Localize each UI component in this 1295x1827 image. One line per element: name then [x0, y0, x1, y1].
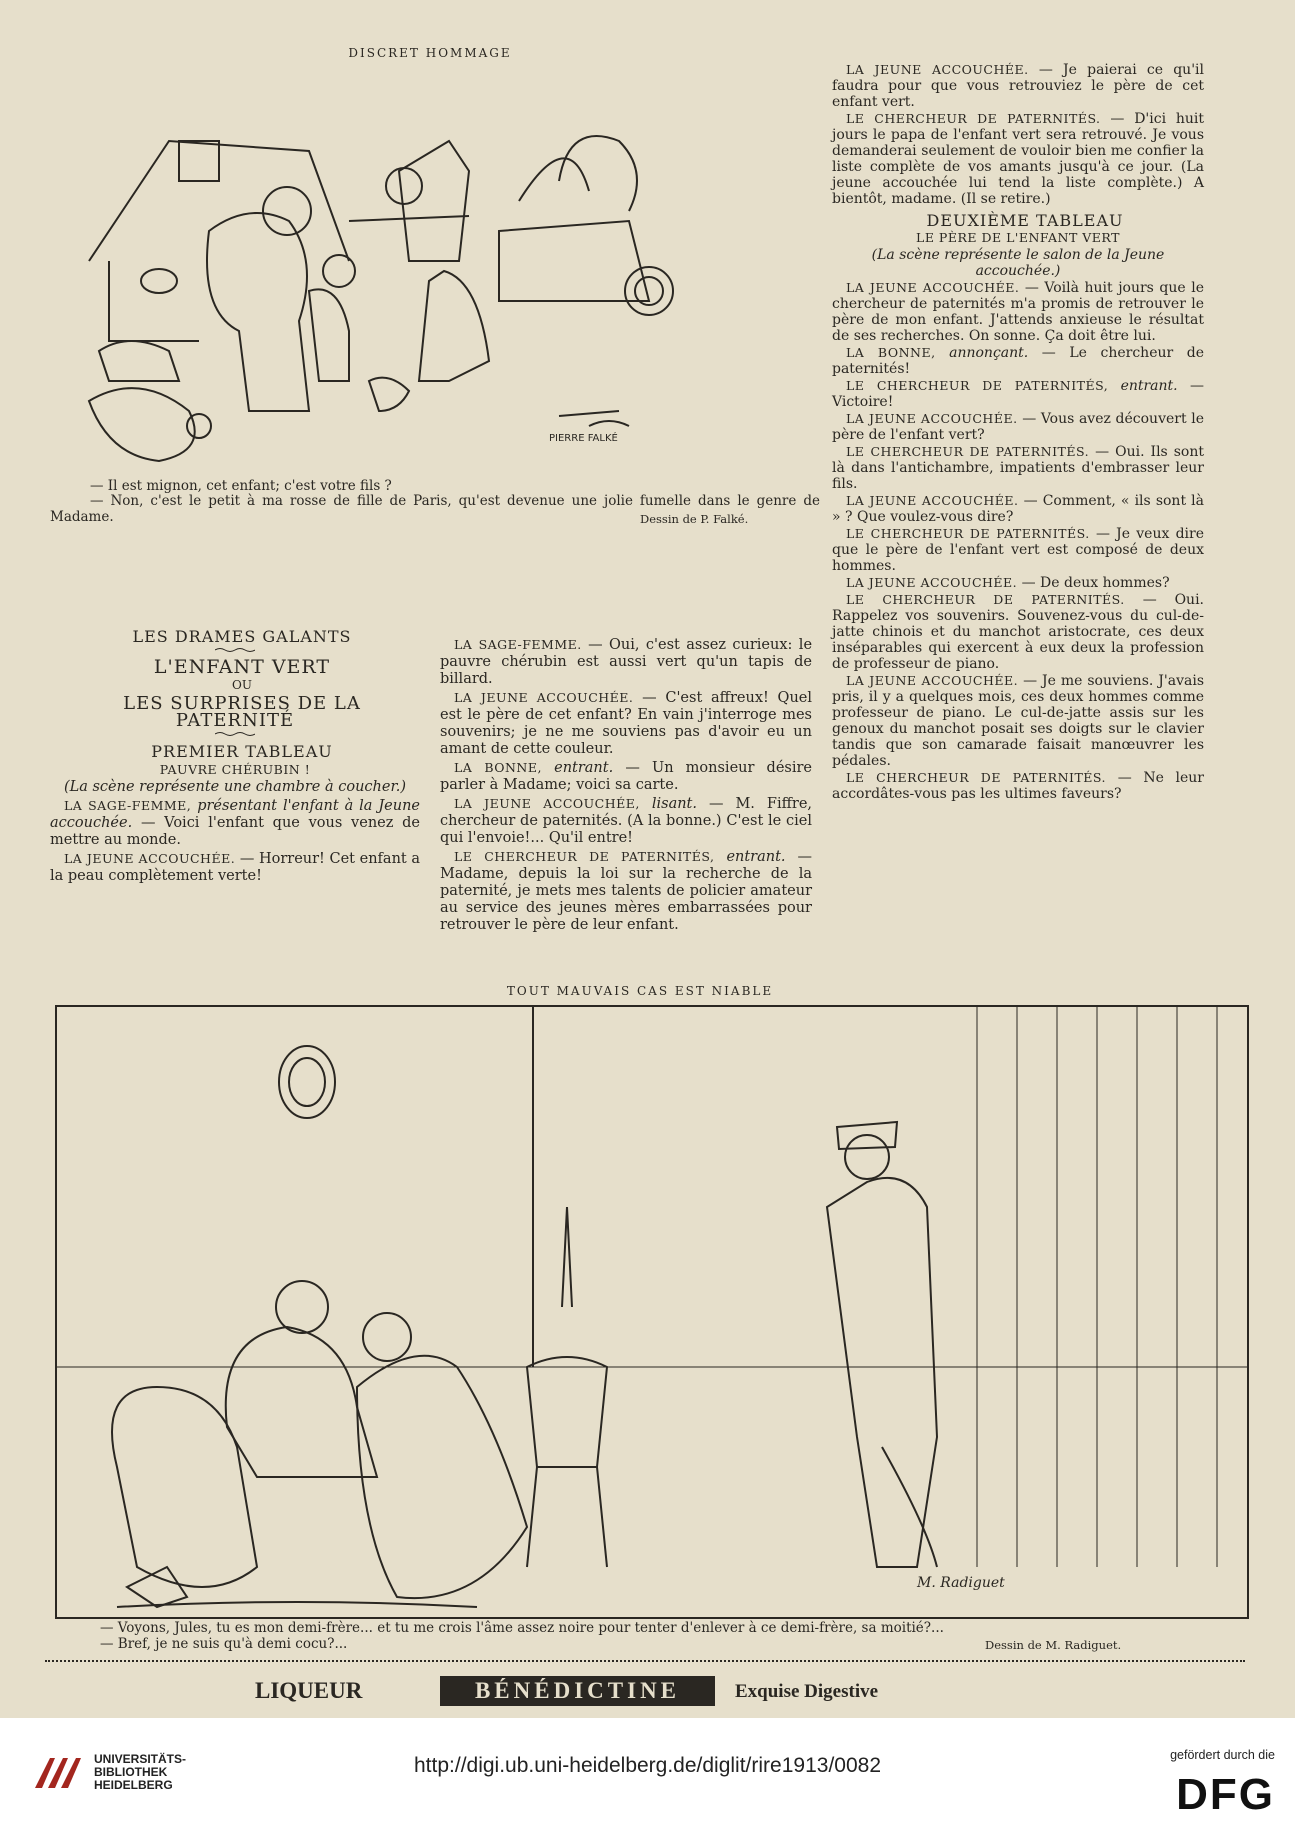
dialogue-line: LA JEUNE ACCOUCHÉE, lisant. — M. Fiffre, chercheur de paternités. (A la bonne.) C'est le ciel qui l'envoie!... Qu'il entre! [440, 796, 813, 846]
bottom-cartoon-frame [55, 1005, 1249, 1619]
top-signature: PIERRE FALKÉ [549, 433, 618, 444]
dialogue-line: LA JEUNE ACCOUCHÉE. — Je paierai ce qu'il faudra pour que vous retrouviez le père de cet enfant vert. [832, 62, 1204, 110]
top-credit: Dessin de P. Falké. [640, 512, 749, 526]
farm-scene-drawing [49, 81, 819, 476]
bottom-caption-line2: — Bref, je ne suis qu'à demi cocu?... [100, 1636, 348, 1652]
dialogue-line: LA BONNE, annonçant. — Le chercheur de paternités! [832, 345, 1204, 377]
dialogue-line: LE CHERCHEUR DE PATERNITÉS, entrant. — Madame, depuis la loi sur la recherche de la paternité, je mets mes talents de policier amateur au service des jeunes mères embarrassées pour retrouver le père de leur enfant. [440, 849, 812, 933]
dialogue-line: LE CHERCHEUR DE PATERNITÉS, entrant. — Victoire! [832, 378, 1204, 410]
bottom-signature: M. Radiguet [917, 1575, 1005, 1591]
top-cartoon-title: DISCRET HOMMAGE [348, 46, 512, 60]
article-title: L'ENFANT VERT [153, 656, 331, 678]
salon-scene-drawing [57, 1007, 1247, 1617]
tableau1-subtitle: PAUVRE CHÉRUBIN ! [159, 762, 311, 777]
dialogue-line: LE CHERCHEUR DE PATERNITÉS. — D'ici huit jours le papa de l'enfant vert sera retrouvé. Je vous demanderai seulement de vouloir bien me confier la liste complète de vos amants jusqu'à ce jour. (La jeune accouchée lui tend la liste complète.) A bientôt, madame. (Il se retire.) [832, 111, 1205, 207]
funded-by-label: gefördert durch die [1170, 1748, 1275, 1762]
dialogue-line: LA JEUNE ACCOUCHÉE. — Comment, « ils sont là » ? Que voulez-vous dire? [832, 493, 1205, 525]
series-title: LES DRAMES GALANTS [132, 627, 352, 646]
tableau2-scene: (La scène représente le salon de la Jeune accouchée.) [871, 247, 1165, 279]
squiggle-divider [215, 731, 255, 737]
bottom-cartoon-title: TOUT MAUVAIS CAS EST NIABLE [506, 984, 774, 998]
dialogue-line: LE CHERCHEUR DE PATERNITÉS. — Oui. Rappelez vos souvenirs. Souvenez-vous du cul-de-jatte chinois et du manchot aristocrate, ces deux inséparables qui exercent à eux deux la profession de professeur de piano. [832, 592, 1205, 672]
dialogue-line: LE CHERCHEUR DE PATERNITÉS. — Ne leur accordâtes-vous pas les ultimes faveurs? [832, 770, 1204, 802]
benedictine-advert [255, 1678, 995, 1708]
squiggle-divider [215, 647, 255, 653]
dialogue-line: LA JEUNE ACCOUCHÉE. — Je me souviens. J'avais pris, il y a quelques mois, ces deux hommes comme professeur de piano. Le cul-de-jatte assis sur les genoux du manchot posait ses doigts sur le clavier tandis que son camarade faisait manœuvrer les pédales. [832, 673, 1204, 769]
dialogue-line: LA JEUNE ACCOUCHÉE. — Voilà huit jours que le chercheur de paternités m'a promis de retrouver le père de mon enfant. J'attends anxieuse le résultat de ses recherches. On sonne. Ça doit être lui. [832, 280, 1204, 344]
dialogue-line: LA JEUNE ACCOUCHÉE. — Horreur! Cet enfant a la peau complètement verte! [50, 851, 421, 884]
dialogue-line: LA JEUNE ACCOUCHÉE. — Vous avez découvert le père de l'enfant vert? [832, 411, 1204, 443]
university-library-label: UNIVERSITÄTS- BIBLIOTHEK HEIDELBERG [94, 1752, 187, 1792]
bottom-caption-line1: — Voyons, Jules, tu es mon demi-frère... et tu me crois l'âme assez noire pour tenter d'enlever à ce demi-frère, sa moitié?... [100, 1620, 944, 1636]
dialogue-line: LA JEUNE ACCOUCHÉE. — C'est affreux! Quel est le père de cet enfant? En vain j'interroge mes souvenirs; je ne me souviens pas d'avoir eu un amant de cette couleur. [440, 690, 812, 757]
dialogue-line: LE CHERCHEUR DE PATERNITÉS. — Oui. Ils sont là dans l'antichambre, impatients d'embrasser leur fils. [832, 444, 1204, 492]
top-caption-line2: — Non, c'est le petit à ma rosse de fille de Paris, qu'est devenue une jolie fumelle dans le genre de Madame. [50, 493, 820, 525]
tableau2-title: DEUXIÈME TABLEAU [926, 211, 1124, 230]
advert-right: Exquise Digestive [735, 1681, 879, 1702]
title-ou: OU [232, 678, 252, 692]
top-cartoon-illustration [48, 80, 820, 477]
article-subtitle: LES SURPRISES DE LA PATERNITÉ [123, 693, 361, 731]
dfg-logo: DFG [1176, 1770, 1275, 1819]
tableau1-scene: (La scène représente une chambre à coucher.) [63, 779, 407, 795]
article-column-1 [50, 628, 420, 886]
dialogue-line: LA BONNE, entrant. — Un monsieur désire parler à Madame; voici sa carte. [440, 760, 813, 793]
dotted-separator [45, 1660, 1245, 1662]
advert-middle: BÉNÉDICTINE [440, 1676, 715, 1706]
digital-library-link[interactable]: http://digi.ub.uni-heidelberg.de/diglit/rire1913/0082 [414, 1754, 881, 1777]
advert-left: LIQUEUR [255, 1678, 363, 1703]
article-column-3 [832, 62, 1204, 803]
bottom-credit: Dessin de M. Radiguet. [985, 1638, 1122, 1652]
dialogue-line: LA SAGE-FEMME. — Oui, c'est assez curieux: le pauvre chérubin est aussi vert qu'un tapis de billard. [440, 637, 813, 687]
dialogue-line: LA JEUNE ACCOUCHÉE. — De deux hommes? [846, 575, 1170, 591]
tableau2-subtitle: LE PÈRE DE L'ENFANT VERT [916, 230, 1120, 245]
top-caption-line1: — Il est mignon, cet enfant; c'est votre fils ? [90, 478, 392, 494]
article-column-2 [440, 636, 812, 935]
tableau1-title: PREMIER TABLEAU [151, 742, 333, 761]
dialogue-line: LA SAGE-FEMME, présentant l'enfant à la Jeune accouchée. — Voici l'enfant que vous venez de mettre au monde. [50, 798, 421, 848]
dialogue-line: LE CHERCHEUR DE PATERNITÉS. — Je veux dire que le père de l'enfant vert est composé de deux hommes. [832, 526, 1204, 574]
